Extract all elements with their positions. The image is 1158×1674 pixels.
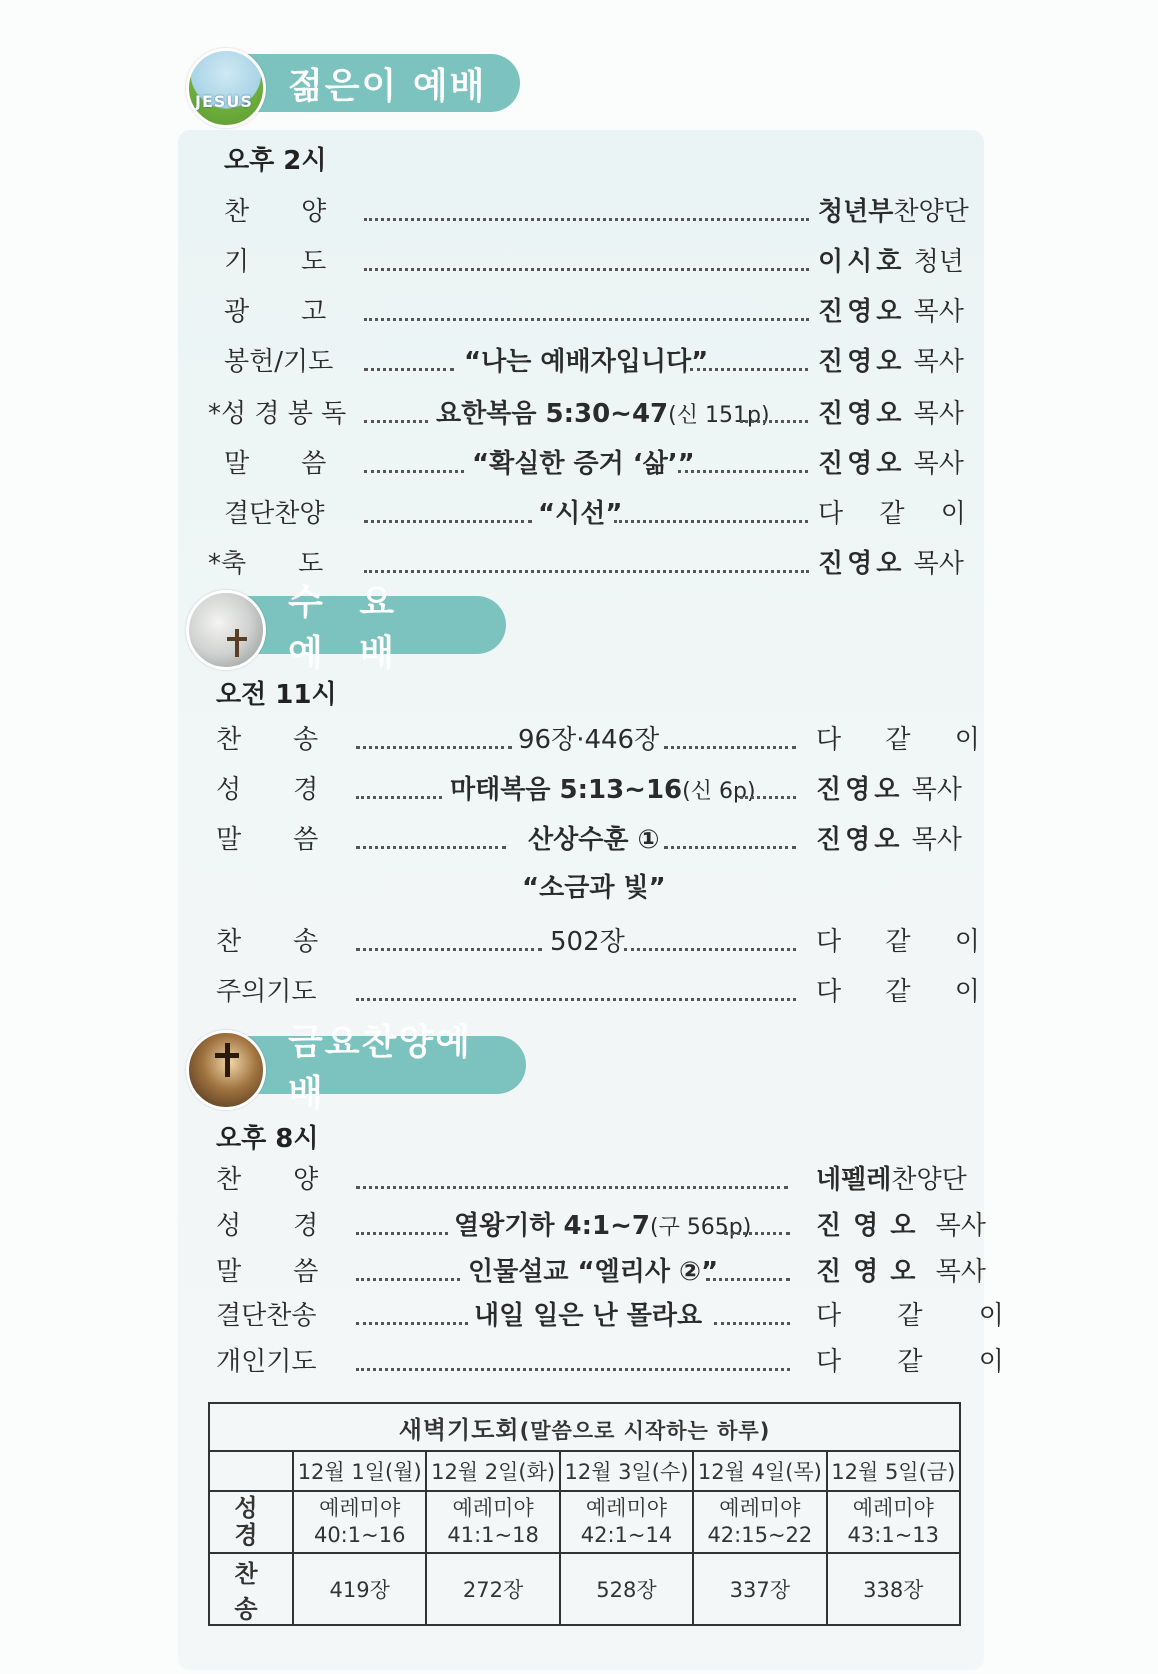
order-leader: 다 같 이 [816, 725, 998, 755]
order-leader: 청년부찬양단 [818, 197, 969, 227]
friday-service-time: 오후 8시 [216, 1124, 319, 1154]
dot-leader [356, 922, 542, 962]
order-label: 말 씀 [216, 1257, 319, 1287]
order-row [0, 242, 1158, 282]
order-leader: 다 같 이 [816, 1301, 1028, 1331]
order-label: 광 고 [224, 297, 327, 327]
order-label: *축 도 [208, 549, 324, 579]
dot-leader [706, 1252, 790, 1292]
dot-leader [678, 444, 808, 484]
order-label: 결단찬양 [224, 499, 325, 529]
order-leader: 이시호 청년 [818, 247, 964, 277]
day-header: 12월 3일(수) [560, 1451, 693, 1491]
order-content: 인물설교 “엘리사 ②” [468, 1257, 719, 1287]
order-row [0, 770, 1158, 810]
hymn-cell: 528장 [560, 1553, 693, 1625]
dot-leader [364, 292, 809, 332]
dove-cross-icon [186, 590, 266, 670]
order-label: 찬 송 [216, 725, 319, 755]
dot-leader [690, 342, 808, 382]
row-header: 찬 송 [209, 1553, 293, 1625]
order-label: 말 씀 [216, 825, 319, 855]
row-header: 성 경 [209, 1491, 293, 1553]
day-header: 12월 5일(금) [827, 1451, 960, 1491]
dot-leader [740, 394, 808, 434]
order-row [0, 444, 1158, 484]
order-row [0, 394, 1158, 434]
dot-leader [356, 1206, 448, 1246]
dot-leader [364, 342, 454, 382]
bible-cell: 예레미야 42:15~22 [693, 1491, 826, 1553]
order-row [0, 720, 1158, 760]
dot-leader [614, 494, 808, 534]
hymn-cell: 419장 [293, 1553, 426, 1625]
day-header: 12월 1일(월) [293, 1451, 426, 1491]
dot-leader [664, 720, 796, 760]
order-row [0, 1252, 1158, 1292]
dot-leader [724, 1206, 790, 1246]
order-leader: 진영오 목사 [818, 549, 964, 579]
dot-leader [356, 820, 506, 860]
order-content: “소금과 빛” [522, 873, 666, 903]
dot-leader [356, 770, 442, 810]
order-leader: 진영오 목사 [816, 1257, 986, 1287]
dawn-prayer-hymn-row [209, 1553, 960, 1625]
order-row [0, 1342, 1158, 1382]
friday-service-title: 금요찬양예배 [216, 1036, 526, 1094]
order-content: 산상수훈 ① [528, 825, 660, 855]
order-content: 마태복음 5:13~16(신 6p) [450, 775, 756, 805]
order-leader: 진영오 목사 [816, 775, 962, 805]
jesus-logo-text: JESUS [195, 92, 253, 111]
day-header: 12월 4일(목) [693, 1451, 826, 1491]
dot-leader [356, 1252, 460, 1292]
order-leader: 진영오 목사 [818, 347, 964, 377]
order-label: 봉헌/기도 [224, 347, 334, 377]
order-leader: 다 같 이 [818, 499, 980, 529]
dot-leader [356, 1160, 788, 1200]
bible-cell: 예레미야 40:1~16 [293, 1491, 426, 1553]
order-content: “나는 예배자입니다” [464, 347, 709, 377]
order-leader: 진영오 목사 [816, 1211, 986, 1241]
order-label: 주의기도 [216, 977, 317, 1007]
order-content: 96장·446장 [518, 725, 660, 755]
dot-leader [356, 1342, 790, 1382]
order-label: 성 경 [216, 775, 319, 805]
corner-cell [209, 1451, 293, 1491]
hymn-cell: 337장 [693, 1553, 826, 1625]
bible-cell: 예레미야 41:1~18 [426, 1491, 559, 1553]
order-content: 열왕기하 4:1~7(구 565p) [454, 1211, 752, 1241]
dot-leader [364, 494, 532, 534]
order-leader: 다 같 이 [816, 977, 998, 1007]
youth-service-header [186, 48, 526, 112]
order-row [0, 544, 1158, 584]
order-label: 결단찬송 [216, 1301, 317, 1331]
order-label: 찬 양 [224, 197, 327, 227]
day-header: 12월 2일(화) [426, 1451, 559, 1491]
wednesday-service-title: 수 요 예 배 [216, 596, 506, 654]
order-leader: 진영오 목사 [818, 399, 964, 429]
worship-cross-icon [186, 1030, 266, 1110]
order-label: *성 경 봉 독 [208, 399, 347, 429]
order-row [0, 292, 1158, 332]
hymn-cell: 272장 [426, 1553, 559, 1625]
order-content: “확실한 증거 ‘삶’” [472, 449, 695, 479]
order-leader: 진영오 목사 [816, 825, 962, 855]
order-content: 내일 일은 난 몰라요 [474, 1301, 703, 1331]
dawn-prayer-title: 새벽기도회(말씀으로 시작하는 하루) [209, 1403, 960, 1451]
order-row [0, 922, 1158, 962]
order-leader: 진영오 목사 [818, 297, 964, 327]
order-label: 기 도 [224, 247, 327, 277]
order-leader: 진영오 목사 [818, 449, 964, 479]
dot-leader [364, 192, 809, 232]
dot-leader [364, 444, 464, 484]
order-label: 찬 양 [216, 1165, 319, 1195]
bible-cell: 예레미야 43:1~13 [827, 1491, 960, 1553]
order-leader: 다 같 이 [816, 1347, 1028, 1377]
dawn-prayer-bible-row [209, 1491, 960, 1553]
dot-leader [356, 720, 512, 760]
dot-leader [356, 972, 796, 1012]
order-content: 502장 [550, 927, 625, 957]
friday-service-header [186, 1022, 526, 1114]
youth-service-time: 오후 2시 [224, 146, 327, 176]
order-row [0, 192, 1158, 232]
order-leader: 다 같 이 [816, 927, 998, 957]
order-content: 요한복음 5:30~47(신 151p) [436, 399, 770, 429]
wednesday-service-time: 오전 11시 [216, 680, 337, 710]
order-row [0, 1296, 1158, 1336]
order-row [0, 494, 1158, 534]
order-row [0, 1206, 1158, 1246]
dawn-prayer-table [208, 1402, 961, 1626]
order-label: 개인기도 [216, 1347, 317, 1377]
order-row [0, 1160, 1158, 1200]
hymn-cell: 338장 [827, 1553, 960, 1625]
youth-service-title: 젊은이 예배 [216, 54, 520, 112]
wednesday-service-header [186, 582, 506, 674]
dot-leader [364, 394, 428, 434]
dot-leader [664, 820, 796, 860]
order-content: “시선” [538, 499, 623, 529]
dawn-prayer-header-row [209, 1451, 960, 1491]
order-row [0, 972, 1158, 1012]
order-row [0, 342, 1158, 382]
dot-leader [624, 922, 796, 962]
order-leader: 네펠레찬양단 [816, 1165, 967, 1195]
order-label: 찬 송 [216, 927, 319, 957]
order-label: 성 경 [216, 1211, 319, 1241]
dot-leader [740, 770, 796, 810]
dot-leader [356, 1296, 468, 1336]
bible-cell: 예레미야 42:1~14 [560, 1491, 693, 1553]
jesus-logo-icon [186, 48, 266, 128]
order-label: 말 씀 [224, 449, 327, 479]
dot-leader [364, 242, 809, 282]
order-row [0, 868, 1158, 908]
order-row [0, 820, 1158, 860]
dot-leader [714, 1296, 790, 1336]
